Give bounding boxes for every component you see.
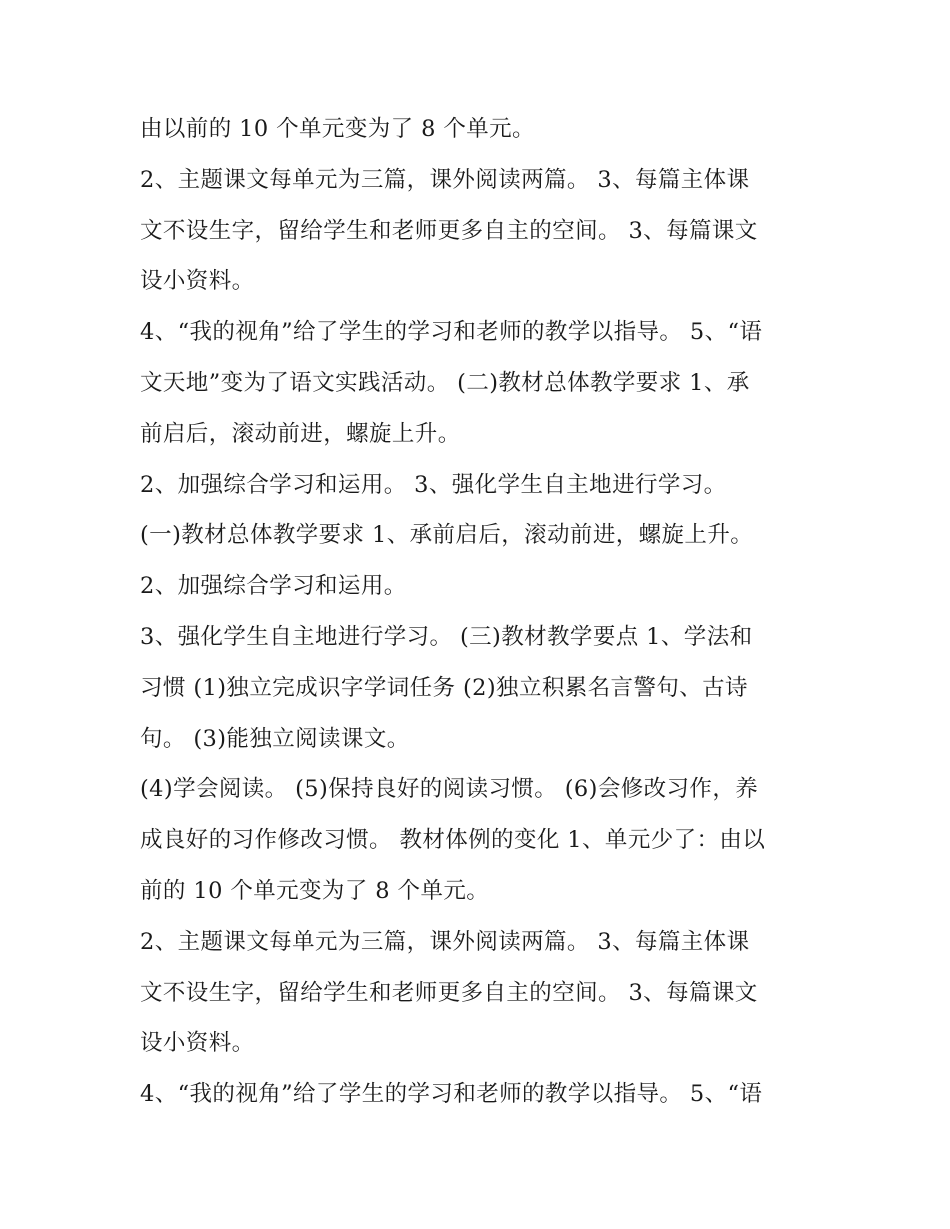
text-line: 文不设生字，留给学生和老师更多自主的空间。 3、每篇课文 — [140, 217, 758, 244]
document-body — [140, 104, 820, 1120]
text-line: 3、强化学生自主地进行学习。 (三)教材教学要点 1、学法和 — [140, 623, 753, 650]
text-line: 习惯 (1)独立完成识字学词任务 (2)独立积累名言警句、古诗 — [140, 674, 748, 701]
text-line: 2、主题课文每单元为三篇，课外阅读两篇。 3、每篇主体课 — [140, 928, 750, 955]
text-line: 4、“我的视角”给了学生的学习和老师的教学以指导。 5、“语 — [140, 319, 763, 346]
text-line: 前的 10 个单元变为了 8 个单元。 — [140, 877, 490, 904]
text-line: 句。 (3)能独立阅读课文。 — [140, 725, 410, 752]
text-line: 4、“我的视角”给了学生的学习和老师的教学以指导。 5、“语 — [140, 1081, 763, 1108]
text-line: 设小资料。 — [140, 268, 255, 295]
text-line: (一)教材总体教学要求 1、承前启后，滚动前进，螺旋上升。 — [140, 522, 754, 549]
text-line: 2、加强综合学习和运用。 — [140, 573, 407, 600]
text-line: 由以前的 10 个单元变为了 8 个单元。 — [140, 116, 535, 142]
text-line: 设小资料。 — [140, 1030, 255, 1057]
text-line: 2、主题课文每单元为三篇，课外阅读两篇。 3、每篇主体课 — [140, 166, 750, 193]
text-line: 成良好的习作修改习惯。 教材体例的变化 1、单元少了：由以 — [140, 827, 766, 854]
text-line: 前启后，滚动前进，螺旋上升。 — [140, 420, 461, 447]
text-line: 文不设生字，留给学生和老师更多自主的空间。 3、每篇课文 — [140, 979, 758, 1006]
text-line: (4)学会阅读。 (5)保持良好的阅读习惯。 (6)会修改习作，养 — [140, 776, 759, 803]
text-line: 文天地”变为了语文实践活动。 (二)教材总体教学要求 1、承 — [140, 369, 750, 396]
text-line: 2、加强综合学习和运用。 3、强化学生自主地进行学习。 — [140, 471, 727, 498]
